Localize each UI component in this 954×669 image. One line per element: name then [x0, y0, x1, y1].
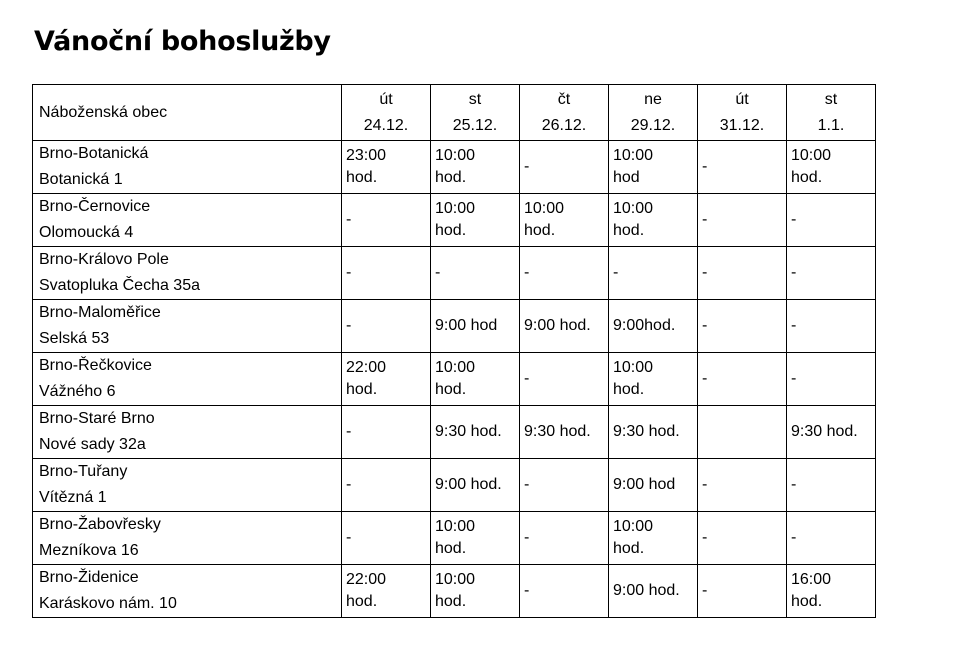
service-time-cell	[787, 194, 876, 247]
day-date: 29.12.	[630, 116, 676, 134]
obec-name: Brno-Staré Brno	[39, 410, 155, 427]
service-time-cell	[609, 353, 698, 406]
table-row	[33, 141, 876, 194]
service-time-text: -	[702, 211, 708, 228]
column-header-day	[609, 85, 698, 141]
column-header-obec: Náboženská obec	[33, 85, 342, 141]
service-time-text: hod.	[613, 381, 645, 398]
table-row	[33, 406, 876, 459]
service-time-text: 10:00	[435, 518, 476, 535]
table-row	[33, 300, 876, 353]
service-time-cell	[520, 247, 609, 300]
service-time-text: -	[702, 529, 708, 546]
service-time-cell	[698, 459, 787, 512]
column-header-day	[787, 85, 876, 141]
service-time-cell	[787, 459, 876, 512]
service-time-cell	[431, 459, 520, 512]
service-time-text: 10:00	[435, 147, 476, 164]
service-time-cell	[787, 141, 876, 194]
service-time-cell	[342, 353, 431, 406]
service-time-text: -	[791, 211, 797, 228]
obec-cell	[33, 565, 342, 618]
obec-cell	[33, 353, 342, 406]
service-time-text: -	[702, 158, 708, 175]
table-row	[33, 459, 876, 512]
service-time-cell	[609, 512, 698, 565]
service-time-cell	[787, 406, 876, 459]
service-time-text: -	[613, 264, 619, 281]
service-time-cell	[342, 194, 431, 247]
service-time-cell	[787, 512, 876, 565]
obec-address: Vážného 6	[39, 383, 116, 400]
service-time-text: -	[524, 582, 530, 599]
service-time-text: -	[524, 476, 530, 493]
service-time-cell	[787, 247, 876, 300]
service-time-text: hod.	[435, 381, 467, 398]
column-header-day	[342, 85, 431, 141]
page-title: Vánoční bohoslužby	[34, 26, 331, 57]
service-time-text: -	[346, 211, 352, 228]
service-time-text: -	[702, 370, 708, 387]
service-time-cell	[342, 459, 431, 512]
service-time-text: 9:30 hod.	[435, 423, 502, 440]
day-name: čt	[557, 90, 571, 108]
service-time-cell	[698, 353, 787, 406]
service-time-text: -	[702, 317, 708, 334]
service-time-text: 9:30 hod.	[791, 423, 858, 440]
service-time-cell	[342, 406, 431, 459]
service-time-cell	[609, 300, 698, 353]
service-time-text: hod.	[435, 540, 467, 557]
service-time-text: 10:00	[435, 200, 476, 217]
service-time-text: -	[702, 264, 708, 281]
obec-address: Svatopluka Čecha 35a	[39, 277, 200, 294]
service-time-text: 10:00	[524, 200, 565, 217]
service-time-text: -	[791, 370, 797, 387]
service-time-text: 9:00 hod	[613, 476, 676, 493]
service-time-text: 9:00 hod.	[435, 476, 502, 493]
service-time-cell	[520, 300, 609, 353]
service-time-text: hod	[613, 169, 640, 186]
service-time-text: -	[791, 317, 797, 334]
table-body	[33, 141, 876, 618]
obec-cell	[33, 247, 342, 300]
service-time-cell	[520, 353, 609, 406]
table-row	[33, 565, 876, 618]
table-row	[33, 247, 876, 300]
service-time-text: -	[524, 158, 530, 175]
column-header-day	[520, 85, 609, 141]
service-time-cell	[342, 247, 431, 300]
service-time-text: 10:00	[613, 359, 654, 376]
service-time-text: -	[524, 529, 530, 546]
day-name: út	[735, 90, 749, 108]
service-time-cell	[609, 565, 698, 618]
service-time-cell	[431, 512, 520, 565]
column-header-day	[431, 85, 520, 141]
obec-cell	[33, 459, 342, 512]
service-time-text: 9:30 hod.	[613, 423, 680, 440]
obec-name: Brno-Žabovřesky	[39, 516, 161, 533]
service-time-cell	[698, 565, 787, 618]
service-time-text: -	[435, 264, 441, 281]
column-header-day	[698, 85, 787, 141]
service-time-cell	[520, 512, 609, 565]
day-date: 1.1.	[817, 116, 845, 134]
service-time-cell	[342, 300, 431, 353]
day-date: 25.12.	[452, 116, 498, 134]
service-time-cell	[698, 512, 787, 565]
service-time-cell	[520, 194, 609, 247]
service-time-cell	[520, 459, 609, 512]
obec-cell	[33, 512, 342, 565]
service-time-text: 10:00	[791, 147, 832, 164]
service-time-text: 9:00 hod	[435, 317, 498, 334]
obec-address: Olomoucká 4	[39, 224, 134, 241]
service-time-text: hod.	[613, 540, 645, 557]
obec-name: Brno-Tuřany	[39, 463, 128, 480]
obec-name: Brno-Maloměřice	[39, 304, 161, 321]
service-time-cell	[698, 406, 787, 459]
service-time-text: hod.	[346, 593, 378, 610]
service-time-text: hod.	[435, 593, 467, 610]
service-time-cell	[342, 141, 431, 194]
service-time-text: -	[791, 264, 797, 281]
service-time-cell	[431, 194, 520, 247]
service-time-cell	[698, 300, 787, 353]
day-name: út	[379, 90, 393, 108]
service-time-text: 23:00	[346, 147, 387, 164]
obec-name: Brno-Židenice	[39, 569, 139, 586]
table-row	[33, 512, 876, 565]
service-time-text: hod.	[791, 593, 823, 610]
services-table	[32, 84, 876, 618]
service-time-text: -	[346, 423, 352, 440]
service-time-text: hod.	[435, 222, 467, 239]
service-time-cell	[431, 141, 520, 194]
service-time-cell	[520, 141, 609, 194]
service-time-text: hod.	[346, 169, 378, 186]
service-time-text: 22:00	[346, 571, 387, 588]
obec-name: Brno-Královo Pole	[39, 251, 169, 268]
service-time-cell	[342, 565, 431, 618]
obec-address: Mezníkova 16	[39, 542, 139, 559]
service-time-text: -	[346, 476, 352, 493]
service-time-text: -	[791, 529, 797, 546]
service-time-text: hod.	[346, 381, 378, 398]
service-time-text: 10:00	[435, 571, 476, 588]
service-time-cell	[431, 247, 520, 300]
service-time-text: 9:00 hod.	[613, 582, 680, 599]
service-time-text: 9:30 hod.	[524, 423, 591, 440]
obec-cell	[33, 141, 342, 194]
service-time-text: -	[702, 476, 708, 493]
service-time-text: 16:00	[791, 571, 832, 588]
service-time-cell	[520, 406, 609, 459]
service-time-cell	[787, 353, 876, 406]
service-time-cell	[698, 247, 787, 300]
service-time-text: 10:00	[613, 518, 654, 535]
service-time-text: 22:00	[346, 359, 387, 376]
service-time-text: 9:00 hod.	[524, 317, 591, 334]
day-date: 31.12.	[719, 116, 765, 134]
obec-address: Botanická 1	[39, 171, 123, 188]
obec-name: Brno-Černovice	[39, 198, 151, 215]
service-time-cell	[342, 512, 431, 565]
service-time-cell	[609, 406, 698, 459]
service-time-cell	[431, 300, 520, 353]
day-name: ne	[644, 90, 662, 108]
service-time-text: -	[346, 264, 352, 281]
service-time-text: -	[791, 476, 797, 493]
service-time-text: hod.	[791, 169, 823, 186]
service-time-text: 10:00	[613, 147, 654, 164]
obec-address: Karáskovo nám. 10	[39, 595, 177, 612]
obec-cell	[33, 406, 342, 459]
service-time-cell	[609, 141, 698, 194]
service-time-text: -	[524, 370, 530, 387]
service-time-text: -	[346, 317, 352, 334]
day-name: st	[468, 90, 482, 108]
service-time-cell	[520, 565, 609, 618]
service-time-text: hod.	[613, 222, 645, 239]
service-time-cell	[609, 247, 698, 300]
service-time-cell	[431, 406, 520, 459]
obec-address: Nové sady 32a	[39, 436, 146, 453]
table-row	[33, 353, 876, 406]
service-time-text: -	[702, 582, 708, 599]
obec-address: Vítězná 1	[39, 489, 107, 506]
day-name: st	[824, 90, 838, 108]
service-time-cell	[698, 141, 787, 194]
service-time-cell	[431, 353, 520, 406]
service-time-cell	[609, 459, 698, 512]
service-time-cell	[787, 565, 876, 618]
obec-name: Brno-Řečkovice	[39, 357, 152, 374]
service-time-text: -	[524, 264, 530, 281]
obec-name: Brno-Botanická	[39, 145, 149, 162]
service-time-text: hod.	[524, 222, 556, 239]
header-row	[33, 85, 876, 141]
obec-cell	[33, 194, 342, 247]
obec-address: Selská 53	[39, 330, 110, 347]
day-date: 26.12.	[541, 116, 587, 134]
service-time-cell	[431, 565, 520, 618]
day-date: 24.12.	[363, 116, 409, 134]
service-time-text: 9:00hod.	[613, 317, 676, 334]
service-time-cell	[698, 194, 787, 247]
service-time-text: 10:00	[435, 359, 476, 376]
service-time-text: 10:00	[613, 200, 654, 217]
obec-cell	[33, 300, 342, 353]
service-time-cell	[609, 194, 698, 247]
service-time-text: -	[346, 529, 352, 546]
service-time-cell	[787, 300, 876, 353]
table-row	[33, 194, 876, 247]
service-time-text: hod.	[435, 169, 467, 186]
